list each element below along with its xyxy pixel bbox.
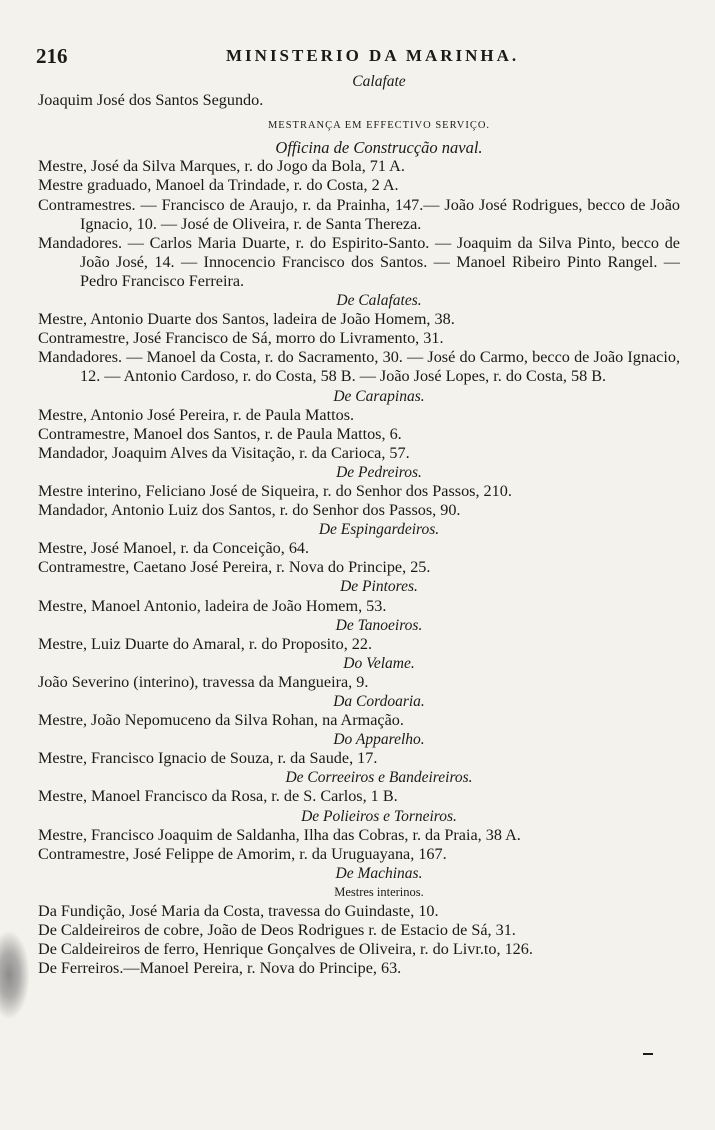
section-pintores [38,577,680,615]
section-cordoaria [38,692,680,730]
top-section-entry: Joaquim José dos Santos Segundo. [38,91,264,110]
section-polieiros [38,807,680,864]
running-title: MINISTERIO DA MARINHA. [226,46,520,65]
list-item: Mandador, Antonio Luiz dos Santos, r. do Senhor dos Passos, 90. [38,501,461,520]
list-item: Mestre graduado, Manoel da Trindade, r. do Costa, 2 A. [38,176,399,195]
list-item: Contramestre, José Felippe de Amorim, r. da Uruguayana, 167. [38,844,447,863]
section-subtitle: Mestres interinos. [334,884,424,899]
list-item: De Caldeireiros de ferro, Henrique Gonçalves de Oliveira, r. do Livr.to, 126. [38,940,533,959]
trailing-dash [643,1053,653,1055]
section-calafates [38,291,680,386]
document-body [38,72,680,978]
list-item: Da Fundição, José Maria da Costa, travessa do Guindaste, 10. [38,902,439,921]
list-item: Mestre interino, Feliciano José de Siqueira, r. do Senhor dos Passos, 210. [38,481,512,500]
section-title: De Pintores. [340,578,418,596]
list-item: De Caldeireiros de cobre, João de Deos Rodrigues r. de Estacio de Sá, 31. [38,921,516,940]
section-title: De Espingardeiros. [318,521,440,539]
list-item: Mestre, José da Silva Marques, r. do Jogo da Bola, 71 A. [38,157,405,176]
section-construccao-naval [38,138,680,291]
top-section-title: Calafate [352,73,406,90]
list-item: Mestre, Luiz Duarte do Amaral, r. do Proposito, 22. [38,634,373,653]
section-title: De Machinas. [335,864,423,882]
list-item: Mestre, João Nepomuceno da Silva Rohan, na Armação. [38,711,404,730]
section-machinas [38,864,680,979]
section-correeiros [38,768,680,806]
section-title: Da Cordoaria. [333,693,425,710]
section-espingardeiros [38,520,680,577]
section-title: De Pedreiros. [336,463,422,481]
section-title: Do Apparelho. [333,731,425,749]
list-item: Contramestre, Manoel dos Santos, r. de Paula Mattos, 6. [38,424,402,443]
list-item: Mestre, Antonio José Pereira, r. de Paula Mattos. [38,405,355,424]
section-carapinas [38,387,680,463]
section-velame [38,654,680,692]
section-apparelho [38,730,680,768]
list-item: Contramestre, Caetano José Pereira, r. Nova do Principe, 25. [38,558,431,577]
list-item: Mestre, José Manoel, r. da Conceição, 64. [38,539,310,558]
section-title: De Calafates. [336,292,422,310]
section-title: De Correeiros e Bandeireiros. [285,769,473,787]
list-item: Mestre, Francisco Joaquim de Saldanha, Ilha das Cobras, r. da Praia, 38 A. [38,825,521,844]
section-title: Officina de Construcção naval. [275,138,483,158]
section-pedreiros [38,463,680,520]
list-item: Mestre, Manoel Antonio, ladeira de João Homem, 53. [38,596,387,615]
section-title: De Tanoeiros. [335,616,423,634]
list-item: Mestre, Francisco Ignacio de Souza, r. da Saude, 17. [38,749,378,768]
list-item: Contramestres. — Francisco de Araujo, r. da Prainha, 147.— João José Rodrigues, becco de João Ignacio, 10. — José de Oliveira, r. de Santa Thereza. [38,195,680,233]
list-item: Mandador, Joaquim Alves da Visitação, r. da Carioca, 57. [38,443,410,462]
section-tanoeiros [38,616,680,654]
page-edge-stain [0,930,30,1020]
main-heading: MESTRANÇA EM EFFECTIVO SERVIÇO. [267,120,491,132]
list-item: Mestre, Antonio Duarte dos Santos, ladeira de João Homem, 38. [38,310,455,329]
list-item: De Ferreiros.—Manoel Pereira, r. Nova do Principe, 63. [38,959,402,978]
list-item: João Severino (interino), travessa da Mangueira, 9. [38,672,369,691]
page-header [36,44,685,70]
section-title: De Polieiros e Torneiros. [301,807,457,825]
list-item: Contramestre, José Francisco de Sá, morro do Livramento, 31. [38,329,444,348]
list-item: Mandadores. — Carlos Maria Duarte, r. do Espirito-Santo. — Joaquim da Silva Pinto, becco de João José, 14. — Innocencio Francisco dos Santos. — Manoel Ribeiro Pinto Rangel. — Pedro Francisco Ferreira. [38,233,680,290]
list-item: Mandadores. — Manoel da Costa, r. do Sacramento, 30. — José do Carmo, becco de João Ignacio, 12. — Antonio Cardoso, r. do Costa, 58 B. — João José Lopes, r. do Costa, 58 B. [38,348,680,386]
page-number: 216 [36,44,68,68]
section-title: De Carapinas. [333,387,425,405]
list-item: Mestre, Manoel Francisco da Rosa, r. de S. Carlos, 1 B. [38,787,398,806]
section-title: Do Velame. [343,654,415,672]
